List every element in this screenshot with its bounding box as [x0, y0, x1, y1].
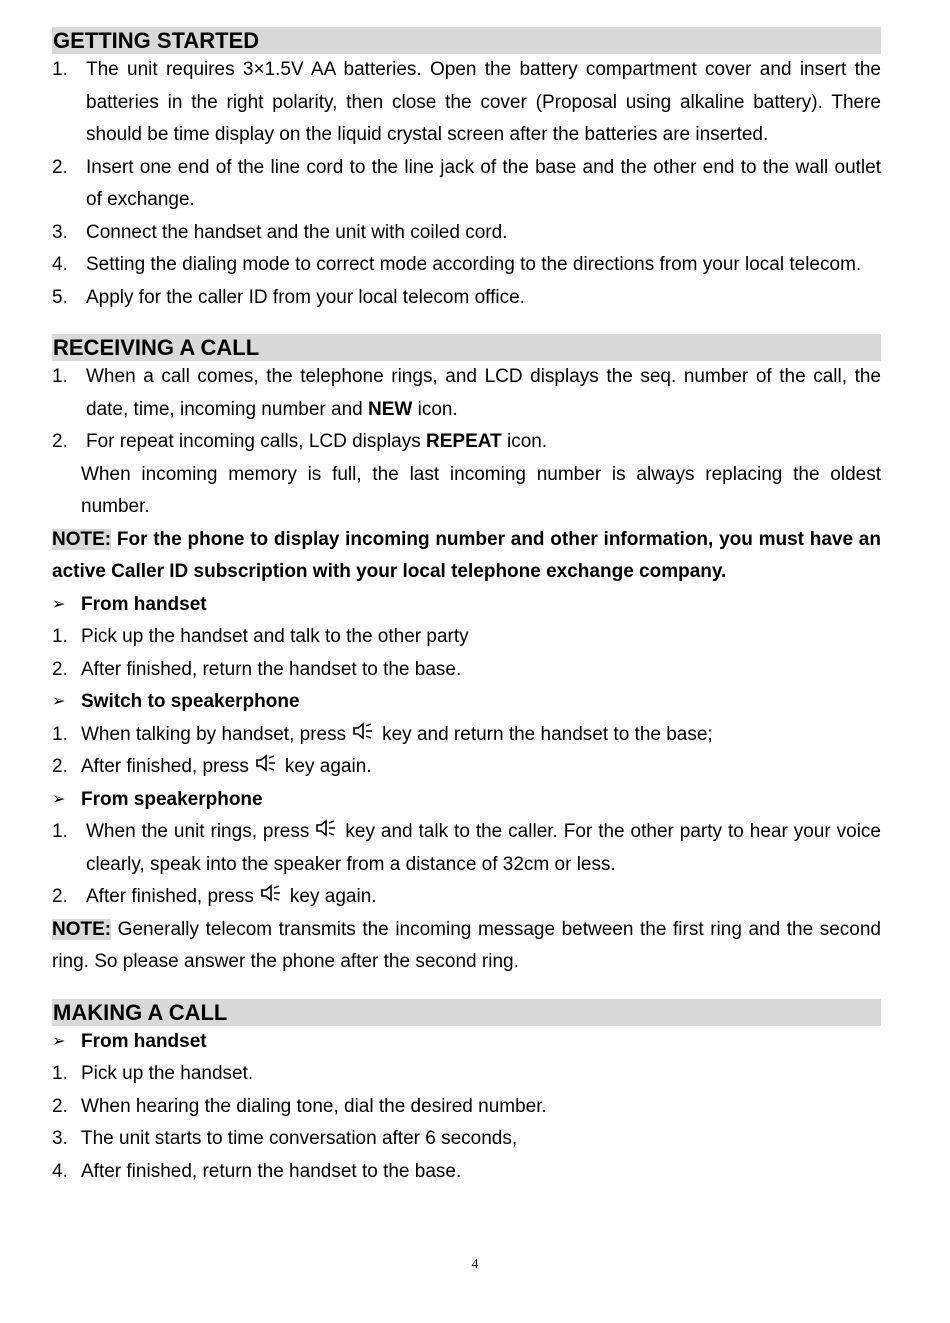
- item-text: When the unit rings, press: [86, 821, 310, 842]
- arrowhead-bullet-icon: ➢: [52, 790, 66, 808]
- item-number: 3.: [52, 221, 68, 243]
- item-number: 2.: [52, 156, 68, 178]
- subheading-switch-to-speakerphone: ➢ Switch to speakerphone: [52, 686, 881, 719]
- speakerphone-key-icon: [315, 818, 337, 838]
- memory-full-paragraph: When incoming memory is full, the last incoming number is always replacing the oldest number.: [81, 463, 881, 517]
- item-text: After finished, return the handset to the base.: [81, 1160, 462, 1182]
- note-label: NOTE:: [52, 528, 112, 550]
- item-number: 5.: [52, 286, 68, 308]
- item-number: 2.: [52, 431, 68, 452]
- item-number: 2.: [52, 1095, 68, 1117]
- speakerphone-key-icon: [352, 721, 374, 741]
- section-heading-getting-started: GETTING STARTED: [52, 27, 881, 54]
- item-number: 2.: [52, 756, 68, 777]
- item-number: 2.: [52, 658, 68, 680]
- note-label: NOTE:: [52, 918, 112, 940]
- list-item: [52, 751, 881, 784]
- item-text: Apply for the caller ID from your local telecom office.: [86, 286, 525, 308]
- item-number: 1.: [52, 366, 68, 387]
- list-item: [52, 217, 881, 250]
- item-text: The unit starts to time conversation after 6 seconds,: [81, 1128, 518, 1149]
- item-text-end: icon.: [501, 431, 548, 452]
- list-item: [52, 816, 881, 881]
- item-text: When hearing the dialing tone, dial the desired number.: [81, 1095, 547, 1117]
- list-item: [52, 1156, 881, 1189]
- note-text: Generally telecom transmits the incoming message between the first ring and the second ring. So please answer the phone after the second ring.: [52, 918, 881, 972]
- item-number: 1.: [52, 1063, 68, 1084]
- list-item: [52, 1058, 881, 1091]
- item-text: Connect the handset and the unit with coiled cord.: [86, 221, 508, 243]
- item-text: When a call comes, the telephone rings, and LCD displays the seq. number of the call, the date, time, incoming number and: [86, 366, 881, 420]
- list-item: [52, 621, 881, 654]
- item-number: 1.: [52, 723, 68, 745]
- item-text: Setting the dialing mode to correct mode according to the directions from your local telecom.: [86, 254, 862, 275]
- subheading-from-speakerphone: ➢ From speakerphone: [52, 784, 881, 817]
- list-item: [52, 654, 881, 687]
- arrowhead-bullet-icon: ➢: [52, 693, 66, 710]
- list-item: [52, 249, 881, 282]
- list-item: [52, 1123, 881, 1156]
- section-heading-receiving-a-call: RECEIVING A CALL: [52, 334, 881, 361]
- item-text: The unit requires 3×1.5V AA batteries. Open the battery compartment cover and insert the batteries in the right polarity, then close the cover (Proposal using alkaline battery). There should be time display on the liquid crystal screen after the batteries are inserted.: [86, 59, 881, 145]
- item-number: 2.: [52, 886, 68, 907]
- item-number: 1.: [52, 626, 68, 647]
- subheading-from-handset: ➢ From handset: [52, 589, 881, 622]
- item-number: 3.: [52, 1128, 68, 1149]
- manual-page: [52, 27, 881, 1188]
- list-item: [52, 719, 881, 752]
- note-answer-after-second-ring: [52, 914, 881, 979]
- list-item: [52, 1091, 881, 1124]
- item-text: Pick up the handset.: [81, 1063, 254, 1084]
- speakerphone-key-icon: [260, 883, 282, 903]
- item-number: 4.: [52, 1160, 68, 1182]
- item-text: After finished, press: [86, 886, 254, 907]
- subheading-from-handset: ➢ From handset: [52, 1026, 881, 1059]
- item-text: For repeat incoming calls, LCD displays: [86, 431, 427, 452]
- list-item: [52, 426, 881, 459]
- page-number: 4: [471, 1257, 479, 1272]
- item-text-end: key again.: [284, 756, 372, 777]
- section-heading-making-a-call: MAKING A CALL: [52, 999, 881, 1026]
- list-item: [52, 881, 881, 914]
- item-text: After finished, press: [81, 756, 249, 777]
- item-text: Pick up the handset and talk to the other party: [81, 626, 469, 647]
- note-caller-id: [52, 524, 881, 589]
- item-text: Insert one end of the line cord to the line jack of the base and the other end to the wall outlet of exchange.: [86, 156, 881, 210]
- item-number: 4.: [52, 254, 68, 275]
- item-number: 1.: [52, 821, 68, 842]
- list-item: [52, 152, 881, 217]
- item-text-end: key and talk to the caller. For the other party to hear your voice clearly, speak into the speaker from a distance of 32cm or less.: [86, 821, 882, 875]
- list-item: [52, 282, 881, 315]
- item-text-end: key again.: [289, 886, 377, 907]
- note-text: For the phone to display incoming number and other information, you must have an active Caller ID subscription with your local telephone exchange company.: [52, 528, 881, 582]
- new-icon-label: NEW: [368, 398, 413, 420]
- repeat-icon-label: REPEAT: [426, 431, 502, 452]
- arrowhead-bullet-icon: ➢: [52, 595, 66, 613]
- item-text-end: key and return the handset to the base;: [382, 723, 713, 745]
- item-text-end: icon.: [412, 398, 458, 420]
- item-number: 1.: [52, 59, 68, 80]
- list-item: [52, 54, 881, 152]
- item-text: When talking by handset, press: [81, 723, 347, 745]
- arrowhead-bullet-icon: ➢: [52, 1032, 66, 1050]
- list-item: [52, 361, 881, 426]
- item-text: After finished, return the handset to the base.: [81, 658, 462, 680]
- speakerphone-key-icon: [255, 753, 277, 773]
